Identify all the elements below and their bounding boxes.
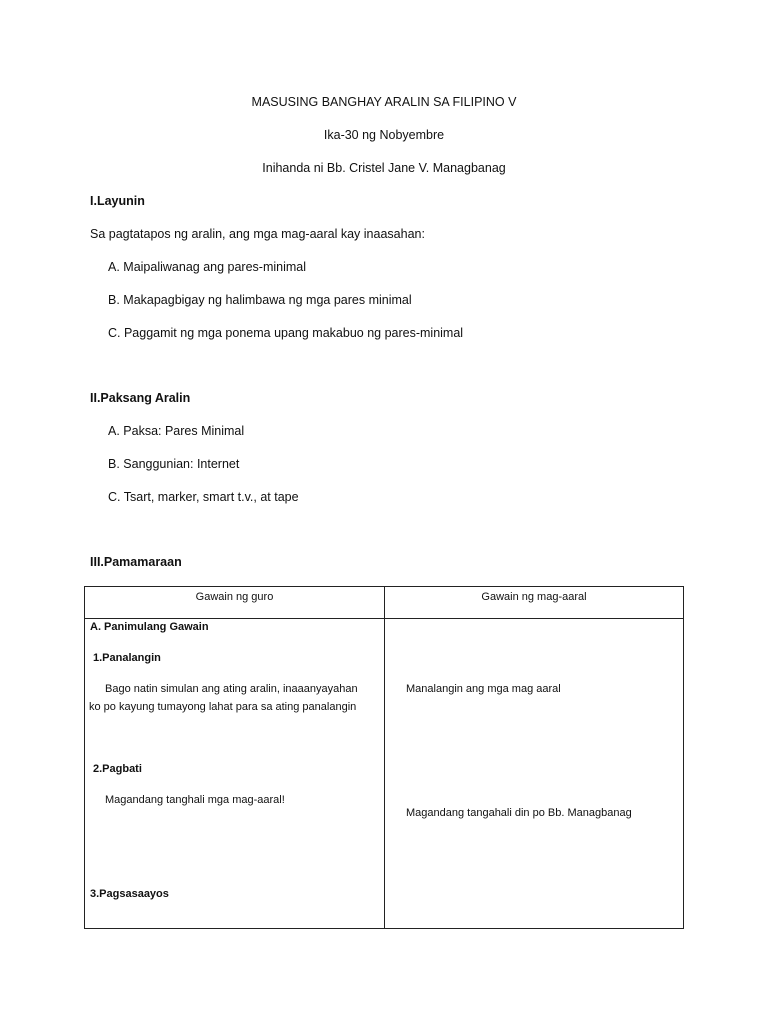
document-date: Ika-30 ng Nobyembre [323, 128, 445, 142]
document-author: Inihanda ni Bb. Cristel Jane V. Managbanag [262, 161, 506, 175]
pagbati-mag-aaral: Magandang tangahali din po Bb. Managbanag [406, 807, 632, 819]
layunin-item: A. Maipaliwanag ang pares-minimal [108, 260, 307, 274]
column-header-guro: Gawain ng guro [195, 591, 274, 603]
layunin-item: C. Paggamit ng mga ponema upang makabuo ng pares-minimal [108, 326, 464, 340]
paksang-aralin-item: C. Tsart, marker, smart t.v., at tape [108, 490, 299, 504]
document-title: MASUSING BANGHAY ARALIN SA FILIPINO V [251, 95, 517, 109]
table-header-divider [85, 618, 683, 619]
column-header-mag-aaral: Gawain ng mag-aaral [481, 591, 587, 603]
paksang-aralin-item: B. Sanggunian: Internet [108, 457, 240, 471]
pagbati-label: 2.Pagbati [93, 763, 142, 775]
lesson-table [84, 586, 684, 929]
pamamaraan-heading: III.Pamamaraan [90, 555, 182, 569]
layunin-item: B. Makapagbigay ng halimbawa ng mga pares minimal [108, 293, 412, 307]
table-column-divider [384, 587, 385, 928]
pagbati-guro: Magandang tanghali mga mag-aaral! [105, 794, 285, 806]
pagsasaayos-label: 3.Pagsasaayos [90, 888, 169, 900]
paksang-aralin-heading: II.Paksang Aralin [90, 391, 191, 405]
panalangin-guro-line2: ko po kayung tumayong lahat para sa ating panalangin [89, 701, 357, 713]
panalangin-mag-aaral: Manalangin ang mga mag aaral [406, 683, 561, 695]
layunin-intro: Sa pagtatapos ng aralin, ang mga mag-aaral kay inaasahan: [90, 227, 425, 241]
panalangin-label: 1.Panalangin [93, 652, 161, 664]
layunin-heading: I.Layunin [90, 194, 145, 208]
paksang-aralin-item: A. Paksa: Pares Minimal [108, 424, 245, 438]
panalangin-guro-line1: Bago natin simulan ang ating aralin, inaaanyayahan [105, 683, 358, 695]
section-label: A. Panimulang Gawain [90, 621, 209, 633]
